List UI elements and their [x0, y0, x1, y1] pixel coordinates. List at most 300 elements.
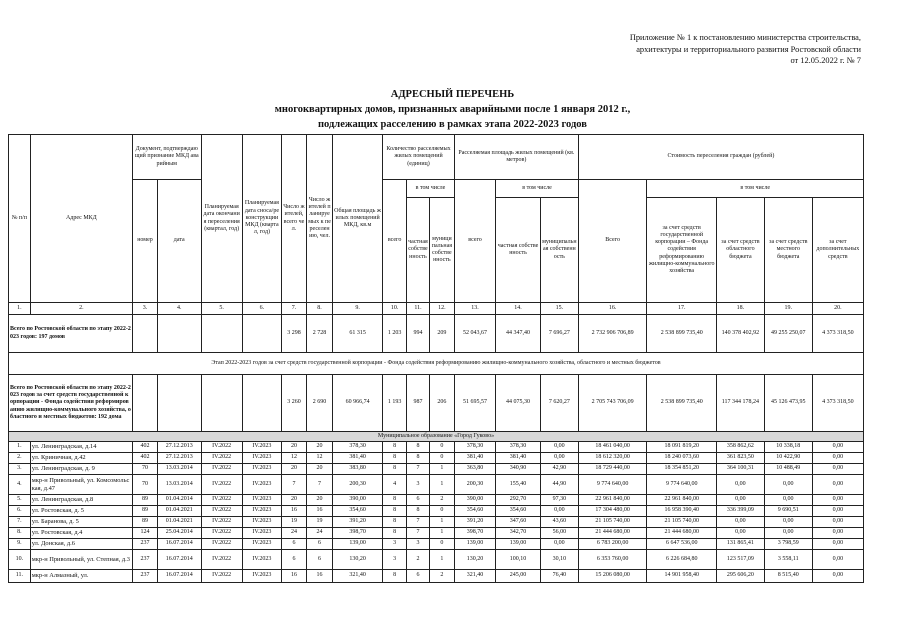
- row-cell: 0,00: [764, 517, 812, 528]
- row-cell: 7: [281, 475, 306, 495]
- header-planned-demolish: Планируемая дата сноса/реконструкции МКД (квартал, год): [242, 135, 281, 303]
- document-subtitle: многоквартирных домов, признанных аварийными после 1 января 2012 г.,: [274, 104, 631, 115]
- row-cell: 0,00: [540, 539, 578, 550]
- row-cell: IV.2022: [201, 506, 242, 517]
- row-cell: 139,00: [333, 539, 383, 550]
- total-value: 140 378 402,92: [717, 315, 765, 353]
- total-value: 994: [407, 315, 430, 353]
- header-document: Документ, подтверждающий признание МКД аварийным: [132, 135, 201, 180]
- row-cell: 0,00: [717, 517, 765, 528]
- row-cell: 16: [281, 570, 306, 583]
- row-cell: 378,30: [333, 442, 383, 453]
- row-cell: 378,30: [454, 442, 495, 453]
- row-cell: 19: [307, 517, 333, 528]
- table-row: [9, 475, 864, 495]
- municipality-name: Муниципальное образование «Город Гуково»: [9, 432, 864, 442]
- row-cell: 8: [383, 506, 407, 517]
- row-cell: 89: [132, 506, 157, 517]
- row-address: ул. Криничная, д.42: [30, 453, 132, 464]
- row-cell: 0,00: [812, 517, 863, 528]
- row-cell: 3: [383, 550, 407, 570]
- total-value: 51 695,57: [454, 375, 495, 432]
- row-cell: 295 606,20: [717, 570, 765, 583]
- row-address: ул. Ленинградская, д. 9: [30, 464, 132, 475]
- row-cell: 0,00: [540, 442, 578, 453]
- row-cell: 3: [407, 475, 430, 495]
- total-stage-row: [9, 375, 864, 432]
- row-cell: 361 823,50: [717, 453, 765, 464]
- row-cell: 0: [429, 506, 454, 517]
- row-cell: 6: [307, 539, 333, 550]
- row-cell: 16: [307, 570, 333, 583]
- column-numbers-row: [9, 303, 864, 315]
- row-cell: 0,00: [812, 475, 863, 495]
- row-cell: IV.2023: [242, 517, 281, 528]
- row-cell: 391,20: [454, 517, 495, 528]
- row-cell: 0,00: [812, 528, 863, 539]
- row-cell: 43,60: [540, 517, 578, 528]
- row-cell: 6: [307, 550, 333, 570]
- row-address: мкр-н Алмазный, ул.: [30, 570, 132, 583]
- row-address: ул. Ленинградская, д.8: [30, 495, 132, 506]
- row-cell: 321,40: [333, 570, 383, 583]
- row-cell: 383,80: [333, 464, 383, 475]
- row-cell: 0,00: [717, 495, 765, 506]
- row-cell: 354,60: [454, 506, 495, 517]
- row-cell: IV.2023: [242, 539, 281, 550]
- row-cell: 6 647 536,00: [647, 539, 717, 550]
- total-value: 3 260: [281, 375, 306, 432]
- appendix-line: Приложение № 1 к постановлению министерства строительства,: [629, 33, 861, 42]
- column-number: 11.: [407, 303, 430, 315]
- row-cell: 89: [132, 517, 157, 528]
- header-area-total: всего: [454, 180, 495, 303]
- row-cell: 56,00: [540, 528, 578, 539]
- total-value: 7 620,27: [540, 375, 578, 432]
- total-value: 60 966,74: [333, 375, 383, 432]
- row-cell: 76,40: [540, 570, 578, 583]
- row-cell: 336 399,09: [717, 506, 765, 517]
- row-cell: IV.2023: [242, 464, 281, 475]
- row-cell: 27.12.2013: [158, 453, 202, 464]
- row-cell: 0,00: [540, 453, 578, 464]
- appendix-note: [541, 32, 861, 67]
- column-number: 18.: [717, 303, 765, 315]
- row-cell: 8: [383, 464, 407, 475]
- total-value: 1 203: [383, 315, 407, 353]
- table-row: [9, 495, 864, 506]
- column-number: 16.: [578, 303, 647, 315]
- table-row: [9, 528, 864, 539]
- row-cell: 402: [132, 442, 157, 453]
- row-cell: 0,00: [764, 528, 812, 539]
- row-cell: 0,00: [812, 495, 863, 506]
- row-cell: 7: [407, 517, 430, 528]
- row-cell: 21 105 740,00: [578, 517, 647, 528]
- header-doc-date: дата: [158, 180, 202, 303]
- row-cell: 01.04.2021: [158, 506, 202, 517]
- column-number: 8.: [307, 303, 333, 315]
- row-cell: 6 353 760,00: [578, 550, 647, 570]
- row-cell: 30,10: [540, 550, 578, 570]
- row-cell: 24: [281, 528, 306, 539]
- row-cell: 200,30: [454, 475, 495, 495]
- column-number: 9.: [333, 303, 383, 315]
- row-cell: 131 865,41: [717, 539, 765, 550]
- row-cell: 20: [307, 442, 333, 453]
- header-doc-number: номер: [132, 180, 157, 303]
- row-cell: 2: [407, 550, 430, 570]
- row-cell: 18 612 320,00: [578, 453, 647, 464]
- row-cell: 402: [132, 453, 157, 464]
- total-stage-label: Всего по Ростовской области по этапу 2022-2023 годов за счет средств государственной корпорации - Фонда содействия реформированию жилищно-коммунального хозяйства, областного и местных бюджетов: 192 дома: [9, 375, 133, 432]
- header-planned-resettle: Планируемая дата окончания переселения (квартал, год): [201, 135, 242, 303]
- header-cost-total: Всего: [578, 180, 647, 303]
- header-local: за счет средств местного бюджета: [764, 198, 812, 303]
- row-cell: 3: [383, 539, 407, 550]
- row-cell: 354,60: [333, 506, 383, 517]
- header-count-incl: в том числе: [407, 180, 455, 198]
- row-cell: 200,30: [333, 475, 383, 495]
- total-value: 2 538 899 735,40: [647, 315, 717, 353]
- row-cell: 8: [407, 442, 430, 453]
- row-cell: 21 444 680,00: [647, 528, 717, 539]
- row-cell: IV.2022: [201, 517, 242, 528]
- total-value: 987: [407, 375, 430, 432]
- header-count-total: всего: [383, 180, 407, 303]
- row-cell: 13.03.2014: [158, 475, 202, 495]
- row-number: 2.: [9, 453, 31, 464]
- row-cell: 3 798,59: [764, 539, 812, 550]
- row-number: 10.: [9, 550, 31, 570]
- row-cell: 20: [281, 464, 306, 475]
- appendix-line: архитектуры и территориального развития Ростовской области: [636, 44, 861, 54]
- row-cell: 2: [429, 570, 454, 583]
- row-cell: 8: [407, 453, 430, 464]
- row-cell: 9 774 640,00: [647, 475, 717, 495]
- header-premises-area: Расселяемая площадь жилых помещений (кв. метров): [454, 135, 578, 180]
- row-address: мкр-н Привольный, ул. Степная, д.3: [30, 550, 132, 570]
- column-number: 15.: [540, 303, 578, 315]
- total-value: 44 075,30: [496, 375, 541, 432]
- row-number: 5.: [9, 495, 31, 506]
- row-cell: 8: [383, 570, 407, 583]
- row-cell: 24: [307, 528, 333, 539]
- header-count-municipal: муниципальная собственность: [429, 198, 454, 303]
- document-subtitle: подлежащих расселению в рамках этапа 2022-2023 годов: [318, 119, 587, 130]
- row-cell: 7: [407, 528, 430, 539]
- row-cell: 8: [383, 517, 407, 528]
- total-region-row: [9, 315, 864, 353]
- row-cell: 8: [383, 528, 407, 539]
- header-cost-incl: в том числе: [647, 180, 864, 198]
- header-num: № п/п: [9, 135, 31, 303]
- row-cell: 01.04.2014: [158, 495, 202, 506]
- row-cell: 89: [132, 495, 157, 506]
- row-cell: 398,70: [333, 528, 383, 539]
- row-cell: 97,30: [540, 495, 578, 506]
- column-number: 7.: [281, 303, 306, 315]
- row-number: 7.: [9, 517, 31, 528]
- total-value: 209: [429, 315, 454, 353]
- total-value: 44 347,40: [496, 315, 541, 353]
- row-cell: 3: [407, 539, 430, 550]
- row-cell: 0,00: [717, 475, 765, 495]
- row-cell: 0: [429, 539, 454, 550]
- total-value: 117 344 178,24: [717, 375, 765, 432]
- row-cell: 390,00: [454, 495, 495, 506]
- row-cell: IV.2022: [201, 442, 242, 453]
- row-cell: 20: [307, 464, 333, 475]
- row-cell: 358 862,62: [717, 442, 765, 453]
- header-residents: Число жителей, всего чел.: [281, 135, 306, 303]
- row-cell: 1: [429, 464, 454, 475]
- row-cell: 20: [307, 495, 333, 506]
- address-list-table: [8, 134, 864, 583]
- row-cell: 16 958 390,40: [647, 506, 717, 517]
- row-number: 3.: [9, 464, 31, 475]
- column-number: 17.: [647, 303, 717, 315]
- row-cell: 364 100,31: [717, 464, 765, 475]
- total-value: 7 696,27: [540, 315, 578, 353]
- column-number: 20.: [812, 303, 863, 315]
- row-address: ул. Донская, д.6: [30, 539, 132, 550]
- row-cell: IV.2023: [242, 528, 281, 539]
- row-cell: 130,20: [333, 550, 383, 570]
- header-regional: за счет средств областного бюджета: [717, 198, 765, 303]
- row-cell: 1: [429, 528, 454, 539]
- row-cell: 124: [132, 528, 157, 539]
- row-cell: 18 354 851,20: [647, 464, 717, 475]
- row-cell: 16: [281, 506, 306, 517]
- header-count-private: частная собственность: [407, 198, 430, 303]
- row-cell: 237: [132, 539, 157, 550]
- row-cell: 0,00: [812, 539, 863, 550]
- row-cell: 16: [307, 506, 333, 517]
- header-cost: Стоимость переселения граждан (рублей): [578, 135, 863, 180]
- total-value: 206: [429, 375, 454, 432]
- header-residents-planned: Число жителей планируемых к переселению, чел.: [307, 135, 333, 303]
- row-cell: 20: [281, 442, 306, 453]
- row-cell: 342,70: [496, 528, 541, 539]
- row-cell: 354,60: [496, 506, 541, 517]
- stage-heading-row: [9, 353, 864, 375]
- row-cell: IV.2023: [242, 506, 281, 517]
- row-cell: 0,00: [764, 475, 812, 495]
- row-cell: 9 690,51: [764, 506, 812, 517]
- row-cell: 16.07.2014: [158, 570, 202, 583]
- table-row: [9, 550, 864, 570]
- row-cell: 237: [132, 550, 157, 570]
- row-cell: 4: [383, 475, 407, 495]
- row-cell: 6: [407, 570, 430, 583]
- row-cell: 8: [383, 453, 407, 464]
- row-cell: 0: [429, 453, 454, 464]
- row-cell: 12: [281, 453, 306, 464]
- row-address: мкр-н Привольный, ул. Комсомольская, д.47: [30, 475, 132, 495]
- row-cell: 6 226 684,80: [647, 550, 717, 570]
- row-cell: 390,00: [333, 495, 383, 506]
- stage-heading: Этап 2022-2023 годов за счет средств государственной корпорации - Фонда содействия реформированию жилищно-коммунального хозяйства, областного и местных бюджетов: [9, 353, 864, 375]
- total-value: 1 193: [383, 375, 407, 432]
- row-cell: IV.2023: [242, 495, 281, 506]
- total-value: 61 315: [333, 315, 383, 353]
- row-cell: 22 961 840,00: [647, 495, 717, 506]
- total-value: 2 732 906 706,89: [578, 315, 647, 353]
- appendix-line: от 12.05.2022 г. № 7: [790, 56, 861, 65]
- row-cell: 8: [407, 506, 430, 517]
- total-value: 2 690: [307, 375, 333, 432]
- row-cell: 381,40: [496, 453, 541, 464]
- header-fund: за счет средств государственной корпорации – Фонда содействия реформированию жилищно-коммунального хозяйства: [647, 198, 717, 303]
- row-cell: 8: [383, 495, 407, 506]
- row-cell: 27.12.2013: [158, 442, 202, 453]
- row-cell: 0,00: [540, 506, 578, 517]
- row-cell: 18 240 073,60: [647, 453, 717, 464]
- total-value: 52 043,67: [454, 315, 495, 353]
- row-cell: 01.04.2021: [158, 517, 202, 528]
- row-cell: 155,40: [496, 475, 541, 495]
- row-cell: 130,20: [454, 550, 495, 570]
- header-total-area: Общая площадь жилых помещений МКД, кв.м: [333, 135, 383, 303]
- row-cell: 13.03.2014: [158, 464, 202, 475]
- table-row: [9, 506, 864, 517]
- row-cell: 245,00: [496, 570, 541, 583]
- row-cell: 363,80: [454, 464, 495, 475]
- row-cell: 139,00: [496, 539, 541, 550]
- row-cell: 17 304 480,00: [578, 506, 647, 517]
- table-row: [9, 570, 864, 583]
- column-number: 14.: [496, 303, 541, 315]
- row-cell: IV.2023: [242, 550, 281, 570]
- row-cell: 21 105 740,00: [647, 517, 717, 528]
- column-number: 5.: [201, 303, 242, 315]
- total-value: 4 373 318,50: [812, 375, 863, 432]
- row-cell: 0,00: [812, 550, 863, 570]
- row-cell: 12: [307, 453, 333, 464]
- row-cell: IV.2023: [242, 453, 281, 464]
- table-row: [9, 517, 864, 528]
- row-cell: 347,60: [496, 517, 541, 528]
- table-row: [9, 453, 864, 464]
- column-number: 12.: [429, 303, 454, 315]
- row-cell: 20: [281, 495, 306, 506]
- row-cell: 0: [429, 442, 454, 453]
- row-cell: 10 338,18: [764, 442, 812, 453]
- row-cell: 3 558,11: [764, 550, 812, 570]
- row-cell: 292,70: [496, 495, 541, 506]
- row-cell: 21 444 680,00: [578, 528, 647, 539]
- row-address: ул. Ростовская, д.4: [30, 528, 132, 539]
- row-cell: 22 961 840,00: [578, 495, 647, 506]
- row-cell: IV.2022: [201, 453, 242, 464]
- total-value: 3 298: [281, 315, 306, 353]
- row-cell: IV.2023: [242, 570, 281, 583]
- row-cell: 25.04.2014: [158, 528, 202, 539]
- total-value: 45 126 473,95: [764, 375, 812, 432]
- total-value: 4 373 318,50: [812, 315, 863, 353]
- header-extra: за счет дополнительных средств: [812, 198, 863, 303]
- total-value: 2 538 899 735,40: [647, 375, 717, 432]
- row-cell: 8 515,40: [764, 570, 812, 583]
- row-cell: 16.07.2014: [158, 550, 202, 570]
- row-cell: 10 422,90: [764, 453, 812, 464]
- row-cell: 0,00: [764, 495, 812, 506]
- row-address: ул. Баранова, д. 5: [30, 517, 132, 528]
- row-cell: IV.2023: [242, 442, 281, 453]
- row-cell: 123 517,09: [717, 550, 765, 570]
- row-cell: 1: [429, 550, 454, 570]
- total-value: 2 705 743 706,09: [578, 375, 647, 432]
- row-cell: 70: [132, 475, 157, 495]
- row-cell: 6: [407, 495, 430, 506]
- column-number: 19.: [764, 303, 812, 315]
- row-cell: 1: [429, 475, 454, 495]
- row-cell: 10 488,49: [764, 464, 812, 475]
- row-number: 8.: [9, 528, 31, 539]
- row-cell: 378,30: [496, 442, 541, 453]
- row-cell: 19: [281, 517, 306, 528]
- row-cell: 0,00: [812, 506, 863, 517]
- row-cell: 8: [383, 442, 407, 453]
- row-cell: 340,90: [496, 464, 541, 475]
- row-cell: IV.2022: [201, 475, 242, 495]
- column-number: 4.: [158, 303, 202, 315]
- row-cell: IV.2022: [201, 528, 242, 539]
- document-title: АДРЕСНЫЙ ПЕРЕЧЕНЬ: [390, 89, 515, 100]
- row-cell: 6: [281, 550, 306, 570]
- municipality-row: [9, 432, 864, 442]
- column-number: 3.: [132, 303, 157, 315]
- row-cell: 391,20: [333, 517, 383, 528]
- column-number: 10.: [383, 303, 407, 315]
- row-cell: 0,00: [812, 464, 863, 475]
- row-number: 9.: [9, 539, 31, 550]
- row-address: ул. Ростовская, д. 5: [30, 506, 132, 517]
- table-row: [9, 442, 864, 453]
- row-cell: 7: [307, 475, 333, 495]
- table-row: [9, 464, 864, 475]
- row-cell: 42,90: [540, 464, 578, 475]
- total-value: 49 255 250,07: [764, 315, 812, 353]
- header-area-incl: в том числе: [496, 180, 579, 198]
- row-cell: 7: [407, 464, 430, 475]
- header-address: Адрес МКД: [30, 135, 132, 303]
- row-cell: 6: [281, 539, 306, 550]
- row-cell: 2: [429, 495, 454, 506]
- row-cell: 381,40: [333, 453, 383, 464]
- row-cell: IV.2022: [201, 539, 242, 550]
- row-number: 4.: [9, 475, 31, 495]
- row-address: ул. Ленинградская, д.14: [30, 442, 132, 453]
- row-cell: IV.2022: [201, 495, 242, 506]
- row-number: 11.: [9, 570, 31, 583]
- row-cell: 18 091 819,20: [647, 442, 717, 453]
- row-cell: 100,10: [496, 550, 541, 570]
- row-cell: 18 729 440,00: [578, 464, 647, 475]
- row-cell: 16.07.2014: [158, 539, 202, 550]
- row-number: 6.: [9, 506, 31, 517]
- total-value: 2 728: [307, 315, 333, 353]
- row-cell: IV.2022: [201, 550, 242, 570]
- row-cell: 381,40: [454, 453, 495, 464]
- row-cell: IV.2022: [201, 570, 242, 583]
- row-cell: 321,40: [454, 570, 495, 583]
- row-cell: 18 461 040,00: [578, 442, 647, 453]
- row-cell: 70: [132, 464, 157, 475]
- row-cell: IV.2022: [201, 464, 242, 475]
- row-cell: 0,00: [812, 453, 863, 464]
